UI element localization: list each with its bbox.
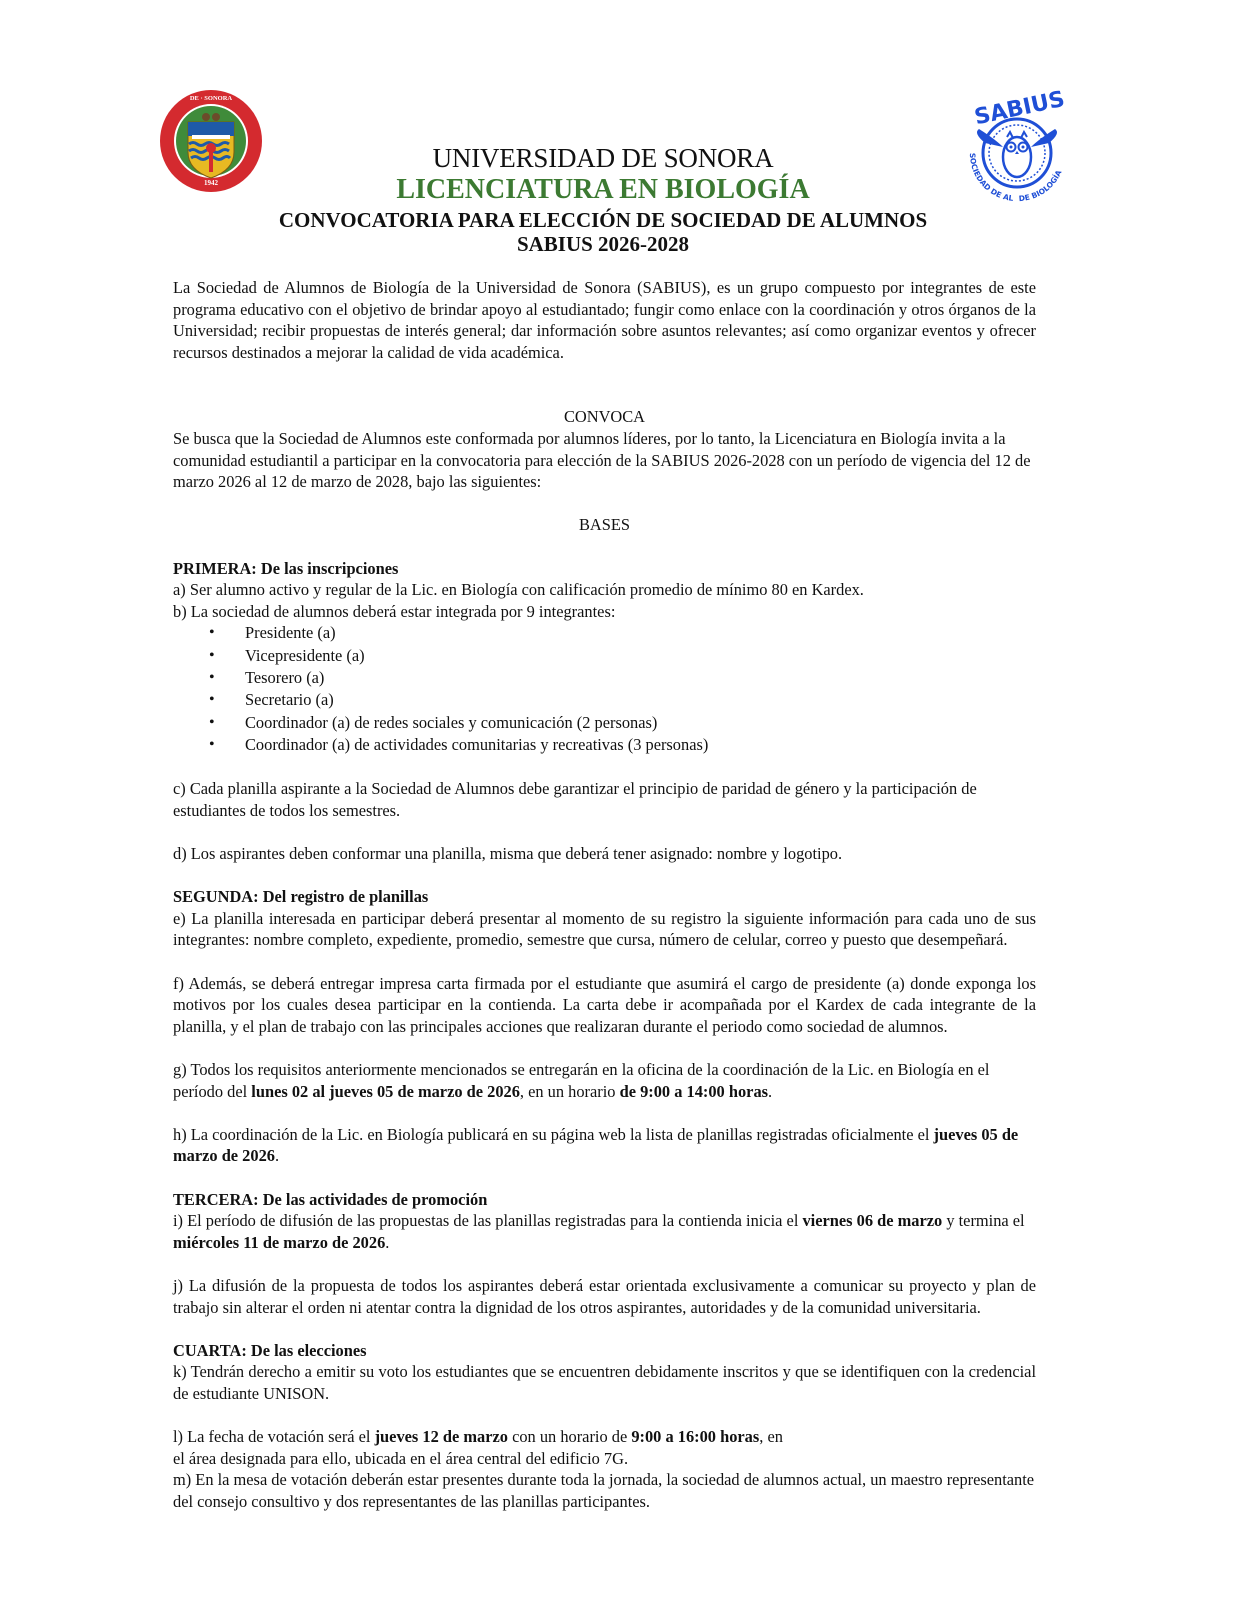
- clause-g: [173, 1059, 1036, 1102]
- svg-text:SABIUS: SABIUS: [972, 86, 1068, 131]
- clause-h-text: h) La coordinación de la Lic. en Biología publicará en su página web la lista de planillas registradas oficialmente el: [173, 1124, 934, 1144]
- university-name: UNIVERSIDAD DE SONORA: [432, 143, 774, 173]
- clause-i-start-date: viernes 06 de marzo: [802, 1211, 943, 1231]
- clause-e: e) La planilla interesada en participar deberá presentar al momento de su registro la siguiente información para cada uno de sus integrantes: nombre completo, expediente, promedio, semestre que cursa, número de celular, correo y puesto que desempeñará.: [173, 908, 1036, 950]
- clause-k: k) Tendrán derecho a emitir su voto los estudiantes que se encuentren debidamente inscritos y que se identifiquen con la credencial de estudiante UNISON.: [173, 1362, 1036, 1403]
- clause-a: a) Ser alumno activo y regular de la Lic. en Biología con calificación promedio de mínimo 80 en Kardex.: [173, 580, 864, 600]
- clause-l-location: el área designada para ello, ubicada en el área central del edificio 7G.: [173, 1448, 629, 1468]
- clause-l-text: , en: [759, 1427, 783, 1447]
- clause-i-text: y termina el: [942, 1211, 1025, 1231]
- svg-text:1942: 1942: [204, 179, 218, 187]
- clause-c: c) Cada planilla aspirante a la Sociedad de Alumnos debe garantizar el principio de paridad de género y la participación de estudiantes de todos los semestres.: [173, 779, 977, 820]
- role-item: • Tesorero (a): [173, 667, 1036, 689]
- intro-paragraph: La Sociedad de Alumnos de Biología de la Universidad de Sonora (SABIUS), es un grupo compuesto por integrantes de este programa educativo con el objetivo de brindar apoyo al estudiantado; fungir como enlace con la coordinación y otros órganos de la Universidad; recibir propuestas de interés general; dar información sobre asuntos relevantes; así como organizar eventos y ofrecer recursos destinados a mejorar la calidad de vida académica.: [173, 278, 1036, 362]
- clause-h-text: .: [274, 1146, 280, 1166]
- role-item: • Vicepresidente (a): [173, 645, 1036, 667]
- call-title: CONVOCATORIA PARA ELECCIÓN DE SOCIEDAD DE ALUMNOS: [278, 208, 928, 232]
- convoca-heading: CONVOCA: [563, 407, 646, 427]
- document-body: [173, 277, 1036, 1512]
- clause-i-text: i) El período de difusión de las propuestas de las planillas registradas para la contienda inicia el: [173, 1211, 803, 1231]
- clause-b: b) La sociedad de alumnos deberá estar integrada por 9 integrantes:: [173, 601, 616, 621]
- convoca-paragraph: Se busca que la Sociedad de Alumnos este conformada por alumnos líderes, por lo tanto, la Licenciatura en Biología invita a la comunidad estudiantil a participar en la convocatoria para elección de la SABIUS 2026-2028 con un período de vigencia del 12 de marzo 2026 al 12 de marzo de 2028, bajo las siguientes:: [173, 428, 1031, 492]
- program-name: LICENCIATURA EN BIOLOGÍA: [396, 174, 810, 205]
- clause-d: d) Los aspirantes deben conformar una planilla, misma que deberá tener asignado: nombre y logotipo.: [173, 844, 843, 864]
- clause-g-text: g) Todos los requisitos anteriormente mencionados se entregarán en la oficina de la coordinación de la Lic. en Biología en el período del: [173, 1059, 990, 1101]
- section-tercera-title: TERCERA: De las actividades de promoción: [173, 1189, 488, 1209]
- clause-f: f) Además, se deberá entregar impresa carta firmada por el estudiante que asumirá el cargo de presidente (a) donde exponga los motivos por los cuales desea participar en la contienda. La carta debe ir acompañada por el Kardex de cada integrante de la planilla, y el plan de trabajo con las principales acciones que realizaran durante el periodo como sociedad de alumnos.: [173, 973, 1036, 1036]
- clause-l-date: jueves 12 de marzo: [374, 1427, 508, 1447]
- clause-j: j) La difusión de la propuesta de todos los aspirantes deberá estar orientada exclusivamente a comunicar su proyecto y plan de trabajo sin alterar el orden ni atentar contra la dignidad de los otros aspirantes, autoridades y de la comunidad universitaria.: [173, 1275, 1036, 1317]
- role-item: • Presidente (a): [173, 622, 1036, 644]
- clause-i-text: .: [385, 1232, 390, 1252]
- clause-l-hours: 9:00 a 16:00 horas: [631, 1427, 760, 1447]
- svg-text:DE BIOLOGÍA: DE BIOLOGÍA: [1018, 168, 1064, 204]
- clause-g-text: , en un horario: [519, 1081, 620, 1101]
- role-item: • Secretario (a): [173, 689, 1036, 711]
- svg-text:SOCIEDAD DE ALUMNOS: SOCIEDAD DE AL: [967, 152, 1014, 203]
- roles-list: [173, 622, 1036, 756]
- role-item: • Coordinador (a) de redes sociales y comunicación (2 personas): [173, 712, 1036, 734]
- bases-heading: BASES: [578, 515, 630, 535]
- clause-i-end-date: miércoles 11 de marzo de 2026: [173, 1232, 386, 1252]
- clause-i: [173, 1210, 1036, 1253]
- clause-h-date: jueves 05 de marzo de 2026: [173, 1124, 1019, 1166]
- clause-g-dates: lunes 02 al jueves 05 de marzo de 2026: [251, 1081, 520, 1101]
- role-item: • Coordinador (a) de actividades comunitarias y recreativas (3 personas): [173, 734, 1036, 756]
- clause-g-text: .: [768, 1081, 773, 1101]
- clause-l-text: l) La fecha de votación será el: [173, 1427, 375, 1447]
- section-segunda-title: SEGUNDA: Del registro de planillas: [173, 887, 429, 907]
- clause-l: [173, 1426, 1036, 1448]
- clause-h: [173, 1124, 1036, 1167]
- section-cuarta-title: CUARTA: De las elecciones: [173, 1340, 367, 1360]
- call-period: SABIUS 2026-2028: [516, 232, 690, 256]
- clause-m: m) En la mesa de votación deberán estar presentes durante toda la jornada, la sociedad de alumnos actual, un maestro representante del consejo consultivo y dos representantes de las planillas participantes.: [173, 1470, 1035, 1511]
- clause-l-text: con un horario de: [507, 1427, 632, 1447]
- document-header: [0, 142, 1206, 256]
- clause-g-hours: de 9:00 a 14:00 horas: [619, 1081, 769, 1101]
- svg-text:DE · SONORA: DE · SONORA: [189, 95, 233, 102]
- section-primera-title: PRIMERA: De las inscripciones: [173, 558, 399, 578]
